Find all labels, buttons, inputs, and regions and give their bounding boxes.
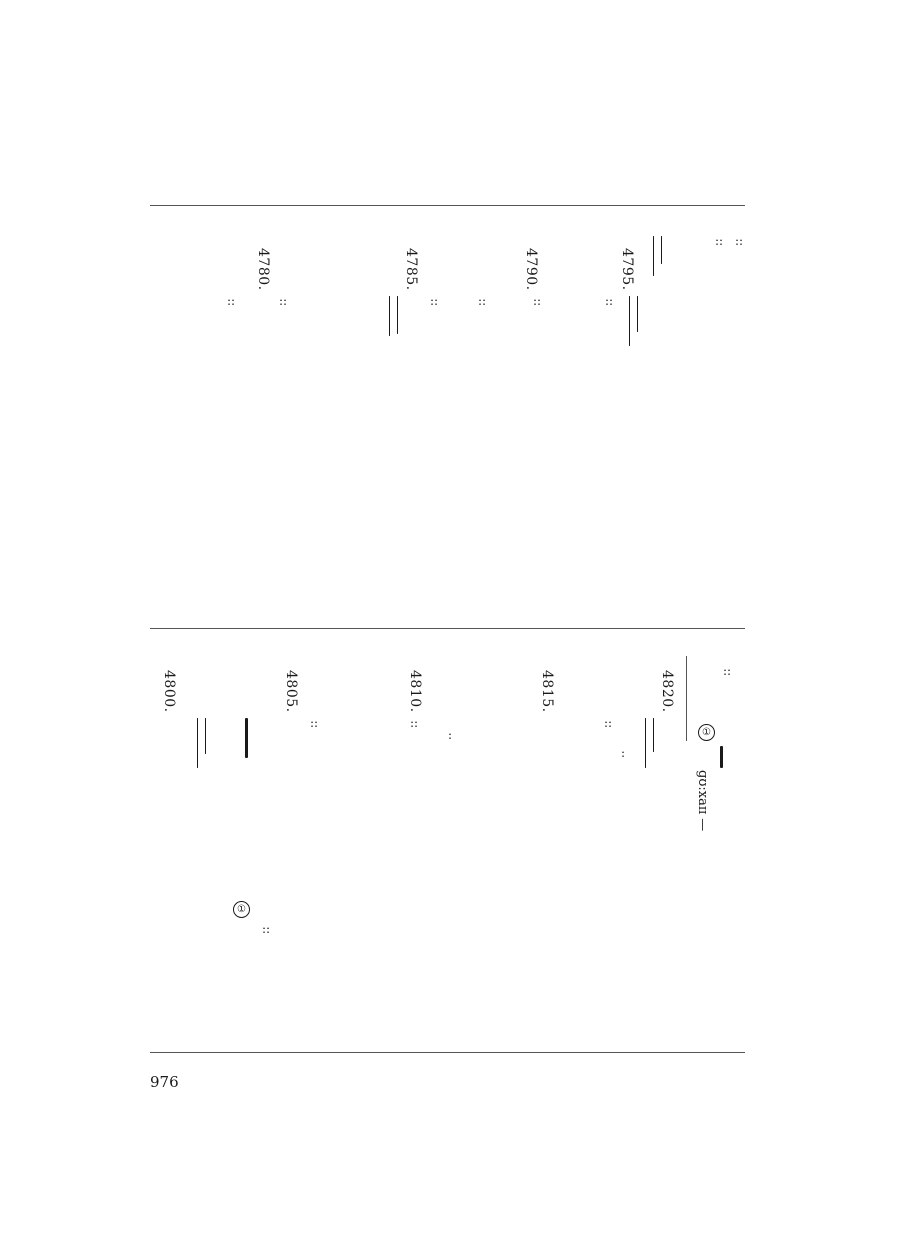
mongolian-script: :: [723,664,732,678]
mongolian-script [365,718,377,754]
mongolian-script: :: [262,922,271,936]
verse-line [335,718,359,918]
verse-line [619,296,643,416]
line-number: 4800. [161,670,177,713]
verse-line [451,294,487,496]
mongolian-script [165,296,177,346]
line-number: 4785. [403,248,419,291]
verse-line [187,718,211,918]
mongolian-script [361,296,373,340]
mongolian-script [641,718,653,768]
mongolian-script [649,236,661,276]
verse-line [659,718,683,918]
verse-line [207,294,236,496]
verse-line [383,716,419,918]
line-number: 4810. [407,670,423,713]
mongolian-script [545,718,557,754]
verse-line [259,718,283,918]
mongolian-script [189,296,201,336]
verse-line [491,718,515,918]
mongolian-script [665,718,677,760]
line-number-col [283,628,307,728]
mongolian-script: :: [310,716,319,730]
verse-line [643,236,667,416]
line-number-col [539,628,563,728]
mongolian-script [241,718,253,758]
verse-line [283,716,319,918]
mongolian-script [337,296,349,340]
line-number: 4795. [619,248,635,291]
mongolian-script: : [621,746,626,760]
verse-line [159,296,183,496]
verse-line [499,294,542,496]
verse-line [571,294,614,496]
mongolian-script [716,838,728,888]
mongolian-script: :: [430,294,439,308]
mongolian-script: :: [533,294,542,308]
verse-line [691,236,715,416]
verse-line [235,922,271,1044]
line-number-col [161,628,185,728]
mongolian-script [317,718,329,758]
footnote-text-col [710,838,734,1038]
verse-line [211,718,235,918]
verse-line [235,718,259,888]
verse-line [359,718,383,918]
line-number: 4780. [255,248,271,291]
footnote-latin-text: ɡʊ:xaɪɪ — [695,770,710,832]
line-number-col [659,628,683,728]
footnote-separator [686,656,688,741]
mongolian-script [625,296,637,346]
mongolian-script [265,718,277,758]
verse-line [467,718,491,918]
mongolian-script [553,296,565,350]
bottom-rule [150,1052,745,1053]
mongolian-script [716,746,728,768]
verse-line [547,296,571,496]
line-number: 4815. [539,670,555,713]
mongolian-script [385,296,397,336]
mongolian-script: :: [604,716,613,730]
verse-line [539,718,563,918]
mongolian-script [697,236,709,276]
verse-line [667,234,724,416]
line-number: 4805. [283,670,299,713]
mongolian-script: :: [715,234,724,248]
footnote-mark: ① [698,724,715,741]
mongolian-script: :: [410,716,419,730]
mongolian-script: :: [279,294,288,308]
line-number: 4820. [659,670,675,713]
mongolian-script [167,718,179,762]
mongolian-script [473,718,485,758]
verse-line [563,716,613,918]
verse-line [161,718,185,968]
mongolian-script: :: [735,234,744,248]
mongolian-script [341,718,353,754]
line-number-col [407,628,431,728]
line-number-col [255,206,279,306]
verse-line [587,746,626,948]
line-number: 4790. [523,248,539,291]
verse-line [635,718,659,918]
verse-line [403,294,439,496]
middle-rule [150,628,745,629]
verse-line [710,666,734,726]
mongolian-script: :: [478,294,487,308]
page-number: 976 [150,1073,179,1091]
footnote-text-col [710,746,734,766]
verse-line [355,296,379,496]
mongolian-script [521,718,533,758]
verse-line [183,296,207,496]
mongolian-script: :: [227,294,236,308]
inline-footnote-mark: ① [233,901,250,918]
verse-line [515,718,539,918]
mongolian-script [497,718,509,762]
verse-line [379,296,403,496]
verse-line [331,296,355,496]
mongolian-script [193,718,205,768]
mongolian-script [217,718,229,762]
mongolian-script: : [448,728,453,742]
mongolian-script: :: [605,294,614,308]
